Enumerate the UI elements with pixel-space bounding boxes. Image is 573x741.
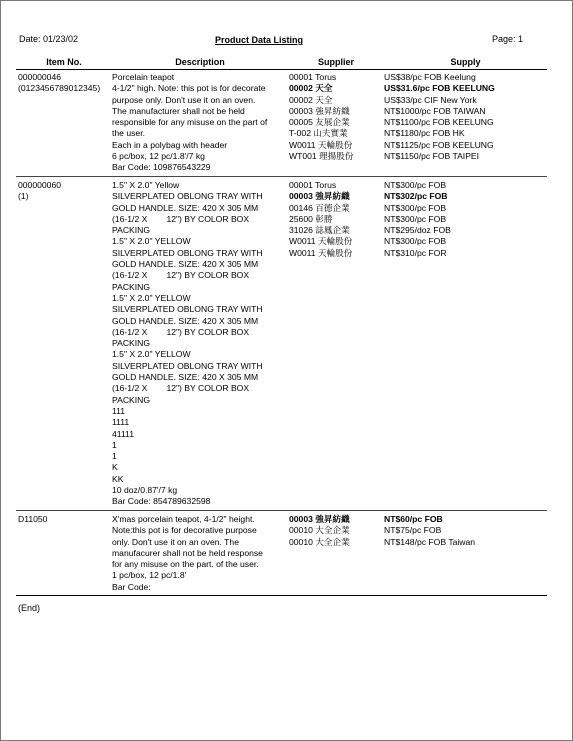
description-line: for any misuse on the part. of the user. [112, 559, 259, 570]
supplier-line-preferred: 00003 強昇紡織 [289, 514, 350, 524]
description-line: 1.5" X 2.0" Yellow [112, 180, 180, 190]
description-line: GOLD HANDLE. SIZE: 420 X 305 MM [112, 372, 259, 383]
supply-line: NT$1150/pc FOB TAIPEI [384, 151, 480, 162]
supply-line: NT$1125/pc FOB KEELUNG [384, 139, 494, 150]
description-line: only. Don't use it on an oven. The [112, 536, 239, 547]
description-line: X'mas porcelain teapot, 4-1/2" height. [112, 514, 255, 524]
description-line: 1111 [112, 417, 130, 428]
supplier-line: 00001 Torus [289, 180, 337, 190]
item-number-cell [18, 180, 61, 203]
description-line: PACKING [112, 281, 151, 292]
description-line: (16-1/2 X 12") BY COLOR BOX [112, 270, 250, 281]
column-header-supplier: Supplier [317, 57, 354, 67]
supplier-cell [289, 72, 353, 162]
supply-line: NT$1000/pc FOB TAIWAN [384, 105, 486, 116]
supply-line-preferred: NT$302/pc FOB [384, 191, 448, 202]
description-cell [112, 72, 267, 174]
supplier-line: 00001 Torus [289, 72, 337, 82]
description-line: GOLD HANDLE. SIZE: 420 X 305 MM [112, 315, 259, 326]
supplier-cell [289, 180, 352, 259]
record-separator [16, 510, 547, 511]
description-line: 41111 [112, 428, 134, 439]
supplier-line-preferred: 00002 天全 [289, 83, 333, 94]
supply-line-preferred: US$31.6/pc FOB KEELUNG [384, 83, 495, 94]
description-line: The manufacturer shall not be held [112, 105, 245, 116]
supplier-line: 25600 彰勝 [289, 213, 333, 224]
report-title: Product Data Listing [215, 35, 304, 45]
item-code: (0123456789012345) [18, 83, 101, 94]
supplier-cell [289, 514, 350, 548]
description-line: GOLD HANDLE. SIZE: 420 X 305 MM [112, 202, 259, 213]
description-line: 4-1/2" high. Note: this pot is for decorate [112, 83, 266, 94]
description-line: (16-1/2 X 12") BY COLOR BOX [112, 213, 250, 224]
description-line: Bar Code: [112, 581, 151, 592]
description-line: responsible for any misuse on the part of [112, 117, 268, 128]
record-separator [16, 176, 547, 177]
supplier-line: W0011 天輪股份 [289, 236, 353, 247]
description-line: (16-1/2 X 12") BY COLOR BOX [112, 383, 250, 394]
description-cell [112, 180, 263, 508]
description-cell [112, 514, 263, 593]
supplier-line: 00005 友展企業 [289, 117, 350, 128]
supplier-line: 00010 大全企業 [289, 536, 350, 547]
supply-cell [384, 514, 475, 548]
supplier-line: 00010 大全企業 [289, 525, 350, 536]
item-number-cell [18, 72, 100, 95]
description-line: 10 doz/0.87'/7 kg [112, 485, 178, 496]
description-line: 6 pc/box, 12 pc/1.8'/7 kg [112, 151, 205, 162]
supply-line: NT$75/pc FOB [384, 525, 442, 536]
description-line: PACKING [112, 338, 151, 349]
item-number-cell [18, 514, 47, 525]
header-rule [16, 69, 547, 70]
description-line: purpose only. Don't use it on an oven. [112, 94, 256, 105]
column-header-description: Description [175, 57, 225, 67]
item-number: 000000060 [18, 180, 62, 190]
item-code: (1) [18, 191, 29, 202]
supplier-line: W0011 天輪股份 [289, 247, 353, 258]
description-line: KK [112, 473, 124, 484]
table-end-rule [16, 595, 547, 596]
supply-line: NT$300/pc FOB [384, 213, 447, 224]
supply-line: NT$300/pc FOB [384, 180, 447, 190]
description-line: 1.5" X 2.0" YELLOW [112, 349, 191, 360]
supply-line-preferred: NT$60/pc FOB [384, 514, 443, 524]
description-line: 1.5" X 2.0" YELLOW [112, 236, 191, 247]
supply-line: NT$148/pc FOB Taiwan [384, 536, 476, 547]
report-date: Date: 01/23/02 [19, 34, 79, 44]
description-line: PACKING [112, 225, 151, 236]
supply-line: US$38/pc FOB Keelung [384, 72, 476, 82]
supply-line: US$33/pc CIF New York [384, 94, 477, 105]
supplier-line: WT001 理揚股份 [289, 151, 354, 162]
description-line: Bar Code: 854789632598 [112, 496, 211, 507]
supply-line: NT$300/pc FOB [384, 202, 447, 213]
supply-line: NT$300/pc FOB [384, 236, 447, 247]
supply-cell [384, 180, 451, 259]
description-line: Note:this pot is for decorative purpose [112, 525, 257, 536]
description-line: SILVERPLATED OBLONG TRAY WITH [112, 360, 263, 371]
description-line: Bar Code: 109876543229 [112, 162, 211, 173]
description-line: 111 [112, 405, 126, 416]
description-line: Porcelain teapot [112, 72, 175, 82]
description-line: GOLD HANDLE. SIZE: 420 X 305 MM [112, 259, 259, 270]
supply-cell [384, 72, 495, 162]
column-header-supply: Supply [450, 57, 481, 67]
end-marker: (End) [18, 603, 41, 613]
supply-line: NT$1180/pc FOB HK [384, 128, 465, 139]
supplier-line: 00003 強昇紡織 [289, 105, 350, 116]
supplier-line: 00146 百德企業 [289, 202, 350, 213]
page-number: Page: 1 [492, 34, 524, 44]
description-line: Each in a polybag with header [112, 139, 228, 150]
description-line: K [112, 462, 118, 473]
supplier-line: W0011 天輪股份 [289, 139, 353, 150]
description-line: PACKING [112, 394, 151, 405]
item-number: 000000046 [18, 72, 62, 82]
supplier-line: 00002 天全 [289, 94, 333, 105]
description-line: SILVERPLATED OBLONG TRAY WITH [112, 247, 263, 258]
description-line: the user. [112, 128, 145, 139]
description-line: SILVERPLATED OBLONG TRAY WITH [112, 304, 263, 315]
description-line: 1 [112, 439, 117, 450]
description-line: SILVERPLATED OBLONG TRAY WITH [112, 191, 263, 202]
description-line: manufacurer shall not be held response [112, 547, 263, 558]
supply-line: NT$295/doz FOB [384, 225, 451, 236]
supply-line: NT$1100/pc FOB KEELUNG [384, 117, 494, 128]
description-line: 1 pc/box, 12 pc/1.8' [112, 570, 187, 581]
column-header-item-no: Item No. [46, 57, 82, 67]
supplier-line: T-002 山夫實業 [289, 128, 348, 139]
supply-line: NT$310/pc FOR [384, 247, 447, 258]
description-line: (16-1/2 X 12") BY COLOR BOX [112, 326, 250, 337]
description-line: 1 [112, 451, 117, 462]
description-line: 1.5" X 2.0" YELLOW [112, 292, 191, 303]
item-number: D11050 [18, 514, 48, 524]
supplier-line: 31026 誌鳳企業 [289, 225, 350, 236]
supplier-line-preferred: 00003 強昇紡織 [289, 191, 350, 202]
